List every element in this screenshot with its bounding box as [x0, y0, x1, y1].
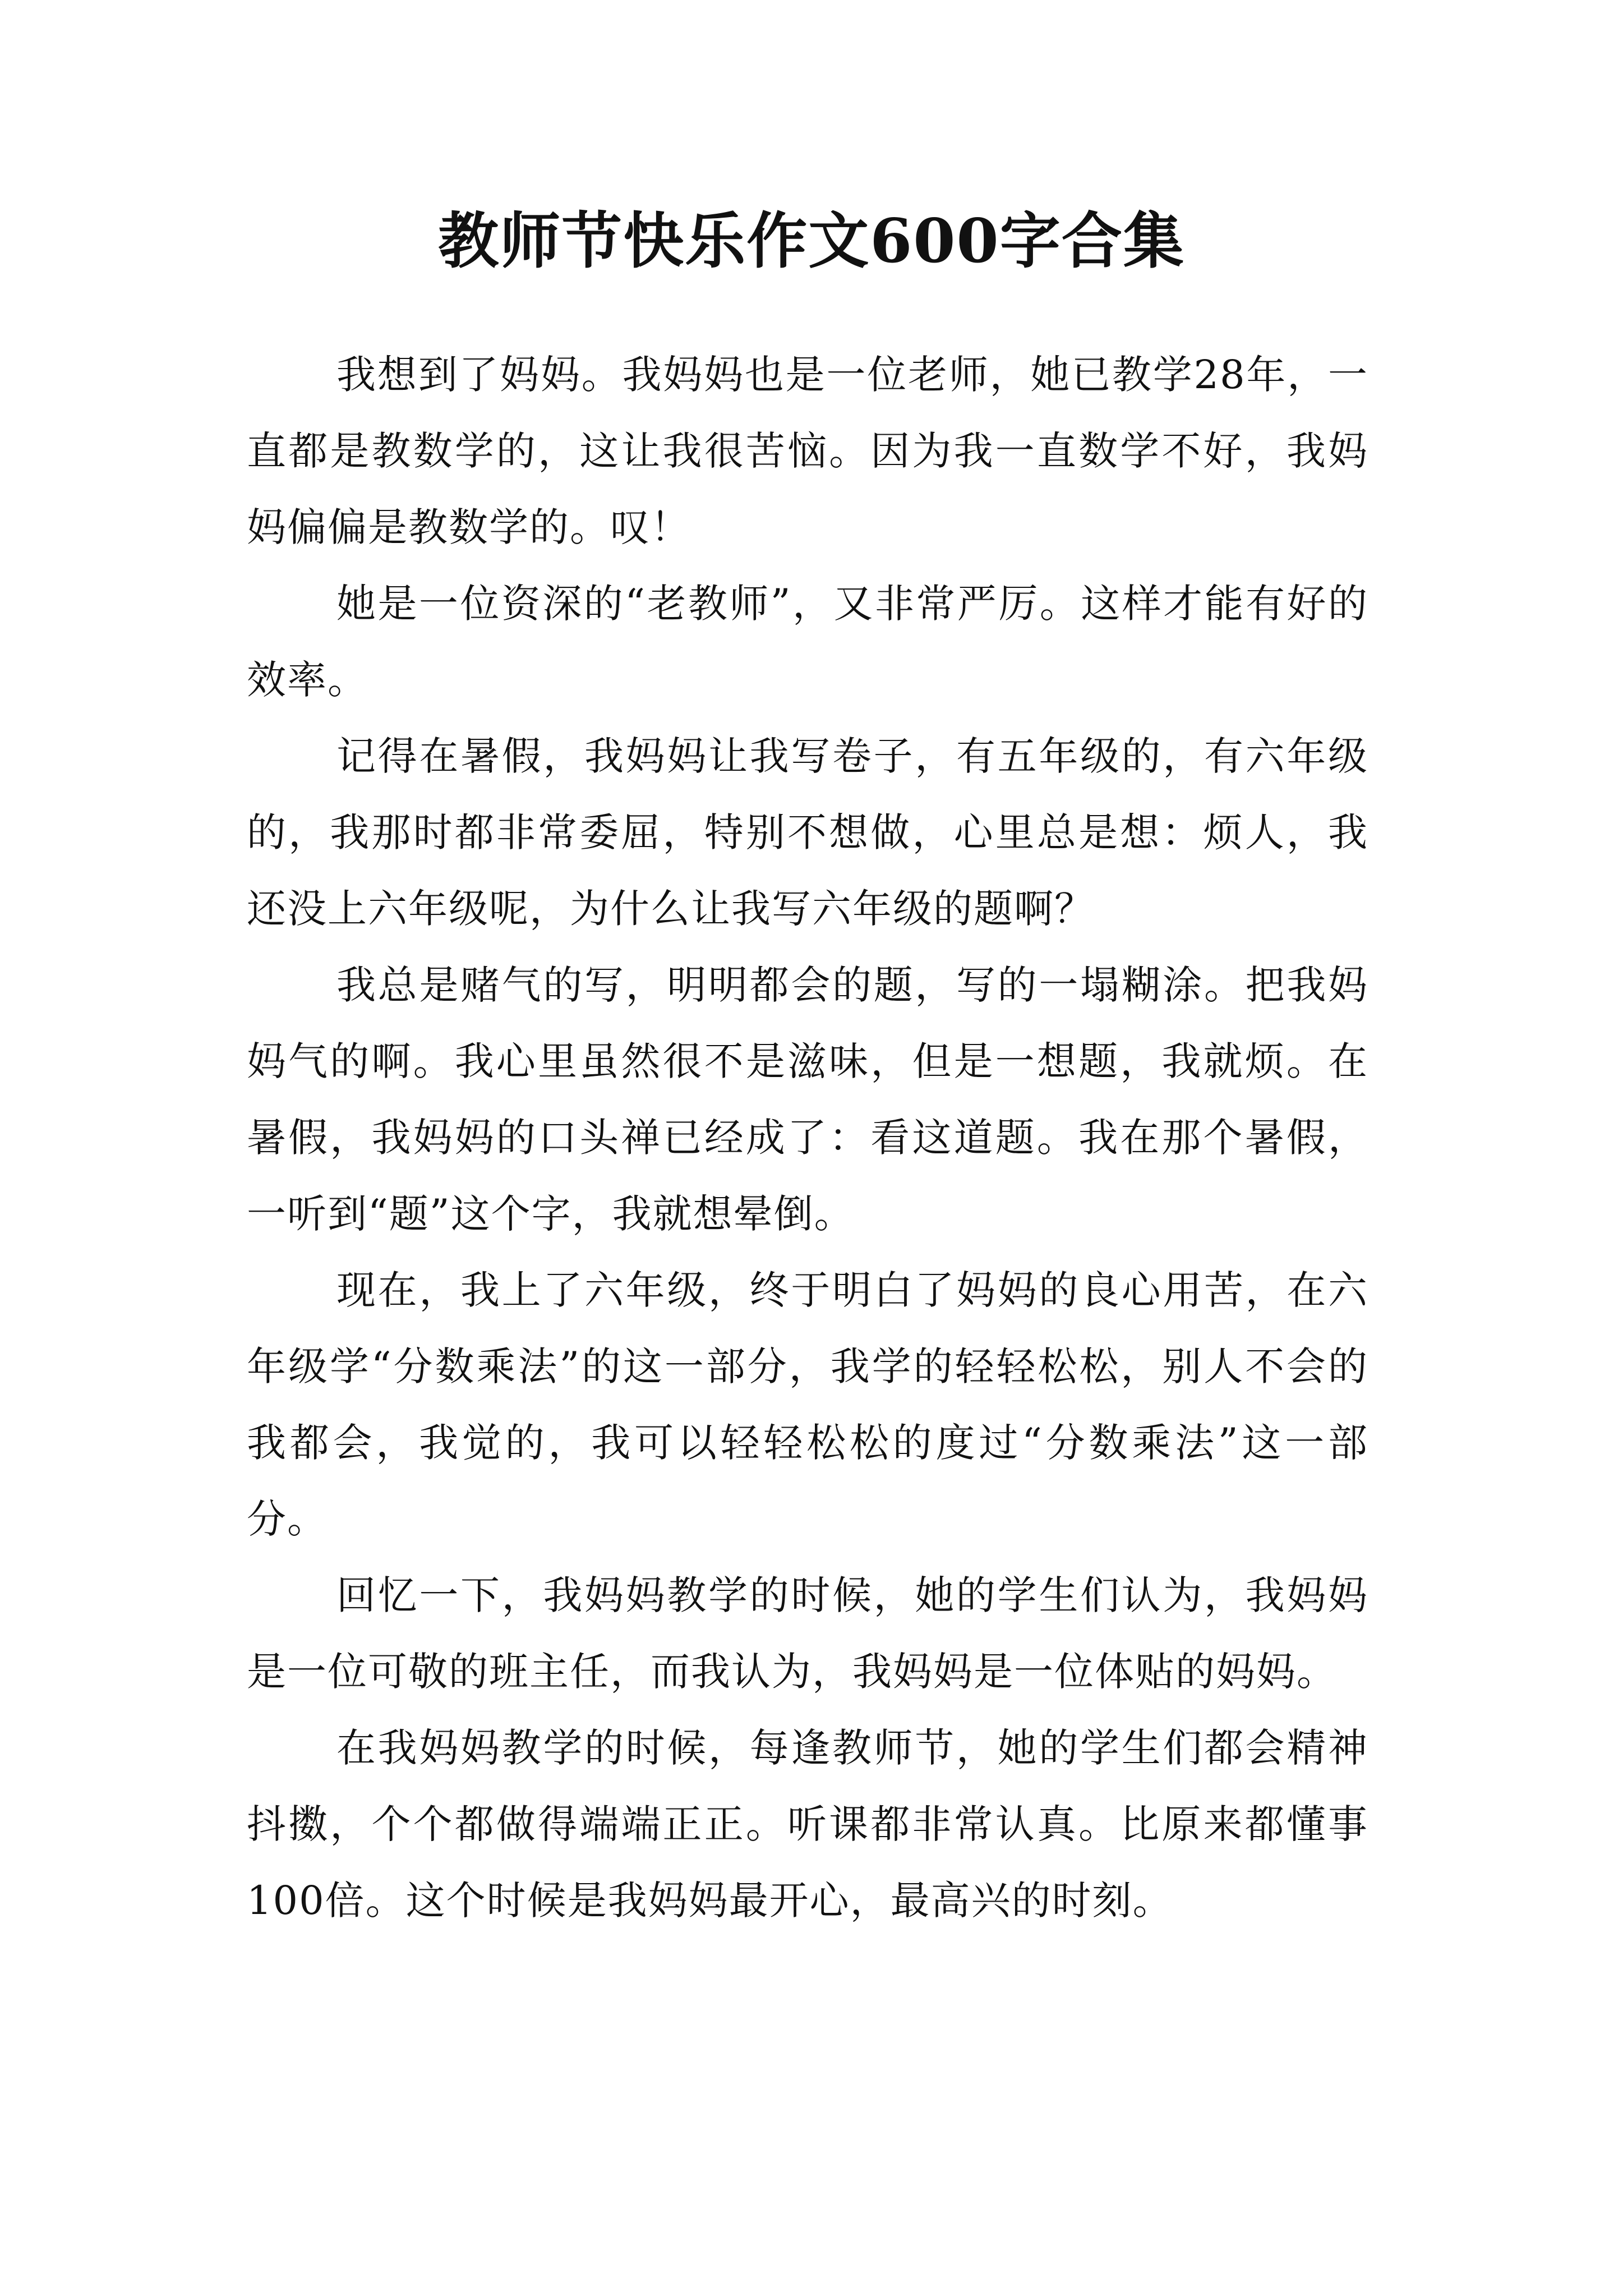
document-title: 教师节快乐作文600字合集 — [438, 206, 1185, 277]
paragraph: 现在，我上了六年级，终于明白了妈妈的良心用苦，在六年级学“分数乘法”的这一部分，我学的轻轻松松，别人不会的我都会，我觉的，我可以轻轻松松的度过“分数乘法”这一部分。 — [247, 1267, 1368, 1542]
paragraph: 她是一位资深的“老教师”，又非常严厉。这样才能有好的效率。 — [247, 581, 1368, 703]
paragraph: 回忆一下，我妈妈教学的时候，她的学生们认为，我妈妈是一位可敬的班主任，而我认为，我妈妈是一位体贴的妈妈。 — [247, 1572, 1368, 1695]
document-body — [247, 337, 1368, 1939]
paragraph: 我总是赌气的写，明明都会的题，写的一塌糊涂。把我妈妈气的啊。我心里虽然很不是滋味，但是一想题，我就烦。在暑假，我妈妈的口头禅已经成了：看这道题。我在那个暑假，一听到“题”这个字，我就想晕倒。 — [247, 962, 1368, 1237]
paragraph: 在我妈妈教学的时候，每逢教师节，她的学生们都会精神抖擞，个个都做得端端正正。听课都非常认真。比原来都懂事100倍。这个时候是我妈妈最开心，最高兴的时刻。 — [247, 1725, 1368, 1924]
paragraph: 我想到了妈妈。我妈妈也是一位老师，她已教学28年，一直都是教数学的，这让我很苦恼。因为我一直数学不好，我妈妈偏偏是教数学的。叹！ — [247, 352, 1368, 550]
paragraph: 记得在暑假，我妈妈让我写卷子，有五年级的，有六年级的，我那时都非常委屈，特别不想做，心里总是想：烦人，我还没上六年级呢，为什么让我写六年级的题啊？ — [247, 733, 1368, 932]
